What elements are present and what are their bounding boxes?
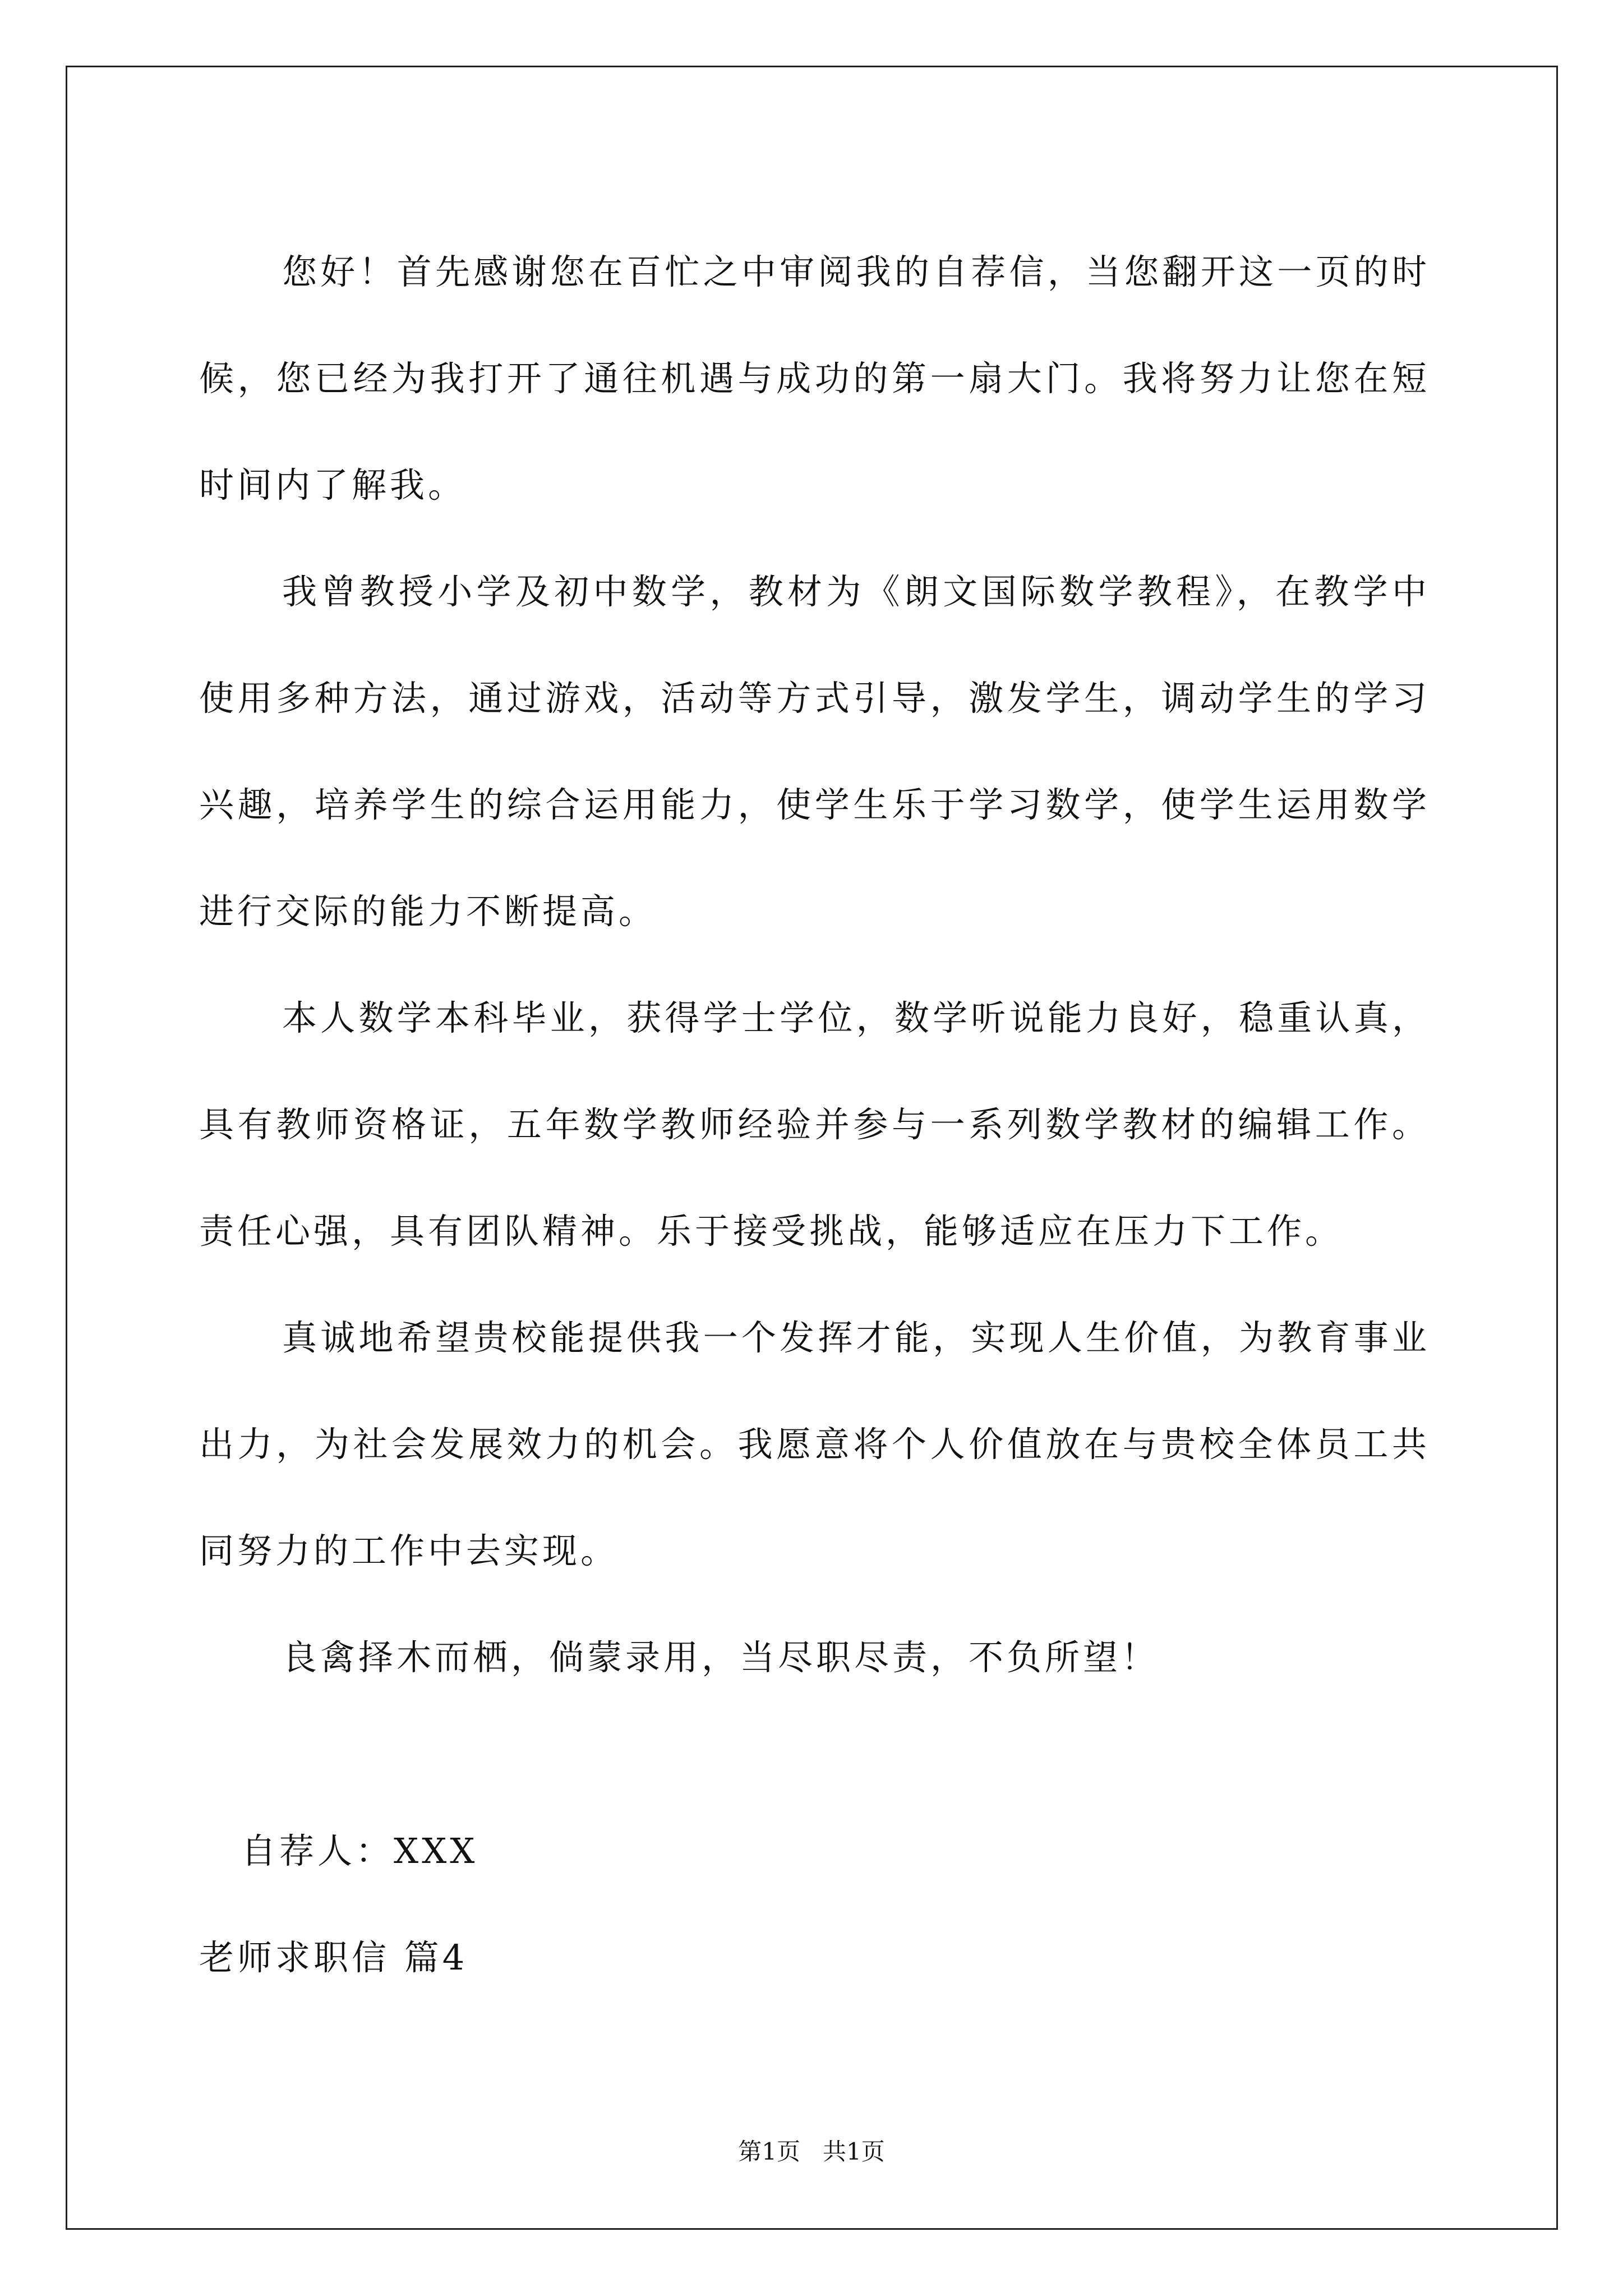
paragraph-greeting: 您好！首先感谢您在百忙之中审阅我的自荐信，当您翻开这一页的时候，您已经为我打开了通往机遇与成功的第一扇大门。我将努力让您在短时间内了解我。 (199, 251, 1430, 505)
letter-body (199, 219, 1430, 1711)
next-section-heading: 老师求职信 篇4 (199, 1937, 468, 1978)
signature-line: 自荐人：XXX (241, 1830, 478, 1871)
page-footer: 第1页 共1页 (738, 2138, 885, 2165)
paragraph-teaching-experience: 我曾教授小学及初中数学，教材为《朗文国际数学教程》，在教学中使用多种方法，通过游戏，活动等方式引导，激发学生，调动学生的学习兴趣，培养学生的综合运用能力，使学生乐于学习数学，使学生运用数学进行交际的能力不断提高。 (199, 571, 1430, 932)
paragraph-qualifications: 本人数学本科毕业，获得学士学位，数学听说能力良好，稳重认真，具有教师资格证，五年数学教师经验并参与一系列数学教材的编辑工作。责任心强，具有团队精神。乐于接受挑战，能够适应在压力下工作。 (199, 997, 1430, 1251)
paragraph-aspiration: 真诚地希望贵校能提供我一个发挥才能，实现人生价值，为教育事业出力，为社会发展效力的机会。我愿意将个人价值放在与贵校全体员工共同努力的工作中去实现。 (199, 1317, 1430, 1571)
paragraph-closing: 良禽择木而栖，倘蒙录用，当尽职尽责，不负所望！ (282, 1637, 1160, 1678)
